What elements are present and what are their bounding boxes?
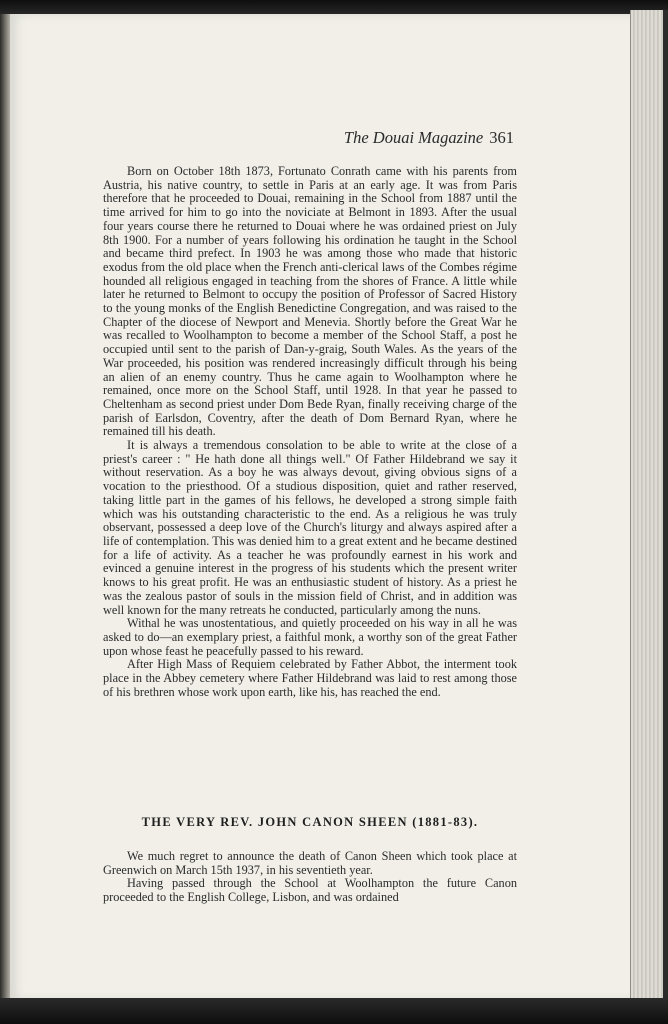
paragraph: Withal he was unostentatious, and quietly proceeded on his way in all he was asked to do—an exemplary priest, a faithful monk, a worthy son of the great Father upon whose feast he peacefully passed to his reward. <box>103 616 517 658</box>
page-stack-edge <box>630 10 668 1006</box>
running-head <box>280 128 514 148</box>
scan-background-bottom <box>0 998 668 1024</box>
paragraph: Born on October 18th 1873, Fortunato Conrath came with his parents from Austria, his native country, to settle in Paris at an early age. It was from Paris therefore that he proceeded to Douai, remaining in the School from 1887 until the time arrived for him to go into the noviciate at Belmont in 1893. After the usual four years course there he returned to Douai where he was ordained priest on July 8th 1900. For a number of years following his ordination he taught in the School and became third prefect. In 1903 he was among those who made that historic exodus from the old place when the French anti-clerical laws of the Combes régime hounded all religious engaged in teaching from the shores of France. A little while later he returned to Belmont to occupy the position of Professor of Sacred History to the young monks of the English Benedictine Congregation, and was raised to the Chapter of the diocese of Newport and Menevia. Shortly before the Great War he was recalled to Woolhampton to become a member of the School Staff, a post he occupied until sent to the parish of Dan-y-graig, South Wales. As the years of the War proceeded, his position was rendered increasingly difficult through his being an alien of an enemy country. Thus he came again to Woolhampton where he remained, once more on the School Staff, until 1928. In that year he passed to Cheltenham as second priest under Dom Bede Ryan, finally receiving charge of the parish of Earlsdon, Coventry, after the death of Dom Bernard Ryan, where he remained till his death. <box>103 164 517 439</box>
paragraph: After High Mass of Requiem celebrated by Father Abbot, the interment took place in the Abbey cemetery where Father Hildebrand was laid to rest among those of his brethren whose work upon earth, like his, has reached the end. <box>103 657 517 699</box>
book-cover-edge <box>663 10 668 1006</box>
paragraph: We much regret to announce the death of Canon Sheen which took place at Greenwich on March 15th 1937, in his seventieth year. <box>103 849 517 877</box>
page-number: 361 <box>489 128 514 147</box>
section-heading: THE VERY REV. JOHN CANON SHEEN (1881-83). <box>141 815 479 829</box>
paragraph: It is always a tremendous consolation to be able to write at the close of a priest's career : " He hath done all things well." Of Father Hildebrand we say it without reservation. As a boy he was always devout, giving obvious signs of a vocation to the priesthood. Of a studious disposition, quiet and rather reserved, taking little part in the games of his fellows, he developed a strong simple faith which was his outstanding characteristic to the end. As a religious he was truly observant, possessed a deep love of the Church's liturgy and always aspired after a life of contemplation. This was denied him to a great extent and he became destined for a life of activity. As a teacher he was profoundly earnest in his work and evinced a genuine interest in the progress of his students which the present writer knows to his great profit. He was an enthusiastic student of history. As a priest he was the zealous pastor of souls in the mission field of Christ, and in addition was well known for the many retreats he conducted, particularly among the nuns. <box>103 438 517 617</box>
magazine-title: The Douai Magazine <box>343 128 484 147</box>
obituary-sheen <box>103 850 517 905</box>
paragraph: Having passed through the School at Woolhampton the future Canon proceeded to the English College, Lisbon, and was ordained <box>103 876 517 905</box>
scan-background-top <box>0 0 668 14</box>
obituary-conrath <box>103 165 517 699</box>
